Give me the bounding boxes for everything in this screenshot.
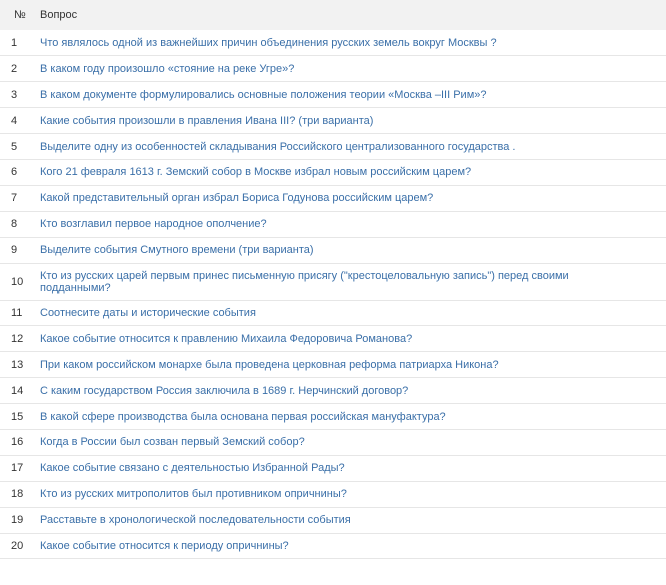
question-link[interactable]: В какой сфере производства была основана первая российская мануфактура?	[40, 410, 446, 423]
question-link[interactable]: Кто возглавил первое народное ополчение?	[40, 218, 267, 231]
question-link[interactable]: С каким государством Россия заключила в 1689 г. Нерчинский договор?	[40, 384, 409, 397]
question-column-header: Вопрос	[40, 9, 78, 21]
row-number: 9	[11, 244, 18, 257]
table-row	[0, 404, 666, 430]
table-row	[0, 185, 666, 211]
question-link[interactable]: Соотнесите даты и исторические события	[40, 306, 256, 319]
question-link[interactable]: Какие события произошли в правления Ивана III? (три варианта)	[40, 114, 374, 127]
row-number: 19	[11, 514, 24, 527]
question-link[interactable]: Расставьте в хронологической последовательности события	[40, 514, 351, 527]
row-number: 10	[11, 275, 24, 288]
row-number: 20	[11, 539, 24, 552]
row-number: 15	[11, 410, 24, 423]
table-row	[0, 326, 666, 352]
table-row	[0, 30, 666, 56]
row-number: 14	[11, 384, 24, 397]
question-link[interactable]: В каком году произошло «стояние на реке Угре»?	[40, 62, 295, 75]
table-row	[0, 108, 666, 134]
question-link[interactable]: Что являлось одной из важнейших причин объединения русских земель вокруг Москвы ?	[40, 36, 497, 49]
question-link[interactable]: Когда в России был созван первый Земский собор?	[40, 436, 305, 449]
table-row	[0, 159, 666, 185]
question-link[interactable]: Кого 21 февраля 1613 г. Земский собор в Москве избрал новым российским царем?	[40, 166, 472, 179]
table-row	[0, 237, 666, 263]
number-column-header: №	[14, 9, 26, 21]
table-row	[0, 378, 666, 404]
table-row	[0, 211, 666, 237]
row-number: 8	[11, 218, 18, 231]
row-number: 12	[11, 332, 24, 345]
row-number: 2	[11, 62, 18, 75]
row-number: 3	[11, 88, 18, 101]
row-number: 16	[11, 436, 24, 449]
table-row	[0, 134, 666, 160]
row-number: 18	[11, 488, 24, 501]
table-row	[0, 82, 666, 108]
table-row	[0, 352, 666, 378]
table-row	[0, 263, 666, 300]
row-number: 4	[11, 114, 18, 127]
question-link[interactable]: При каком российском монархе была проведена церковная реформа патриарха Никона?	[40, 358, 499, 371]
row-number: 11	[11, 306, 23, 319]
row-number: 1	[11, 36, 18, 49]
table-row	[0, 429, 666, 455]
table-row	[0, 56, 666, 82]
table-row	[0, 300, 666, 326]
row-number: 7	[11, 192, 18, 205]
question-link[interactable]: Кто из русских митрополитов был противником опричнины?	[40, 488, 347, 501]
table-row	[0, 481, 666, 507]
table-row	[0, 507, 666, 533]
table-header	[0, 0, 666, 30]
question-link[interactable]: Какое событие связано с деятельностью Избранной Рады?	[40, 462, 345, 475]
table-row	[0, 533, 666, 559]
question-link[interactable]: В каком документе формулировались основные положения теории «Москва –III Рим»?	[40, 88, 487, 101]
row-number: 17	[11, 462, 24, 475]
question-link[interactable]: Какое событие относится к правлению Михаила Федоровича Романова?	[40, 332, 413, 345]
question-link[interactable]: Какое событие относится к периоду опричнины?	[40, 539, 289, 552]
row-number: 6	[11, 166, 18, 179]
question-link[interactable]: Кто из русских царей первым принес письменную присягу ("крестоцеловальную запись") перед своими подданными?	[40, 269, 569, 294]
row-number: 5	[11, 140, 18, 153]
question-link[interactable]: Какой представительный орган избрал Бориса Годунова российским царем?	[40, 192, 434, 205]
table-body	[0, 30, 666, 559]
question-link[interactable]: Выделите события Смутного времени (три варианта)	[40, 244, 314, 257]
question-link[interactable]: Выделите одну из особенностей складывания Российского централизованного государства .	[40, 140, 516, 153]
row-number: 13	[11, 358, 24, 371]
table-row	[0, 455, 666, 481]
table-header-row	[0, 0, 666, 30]
